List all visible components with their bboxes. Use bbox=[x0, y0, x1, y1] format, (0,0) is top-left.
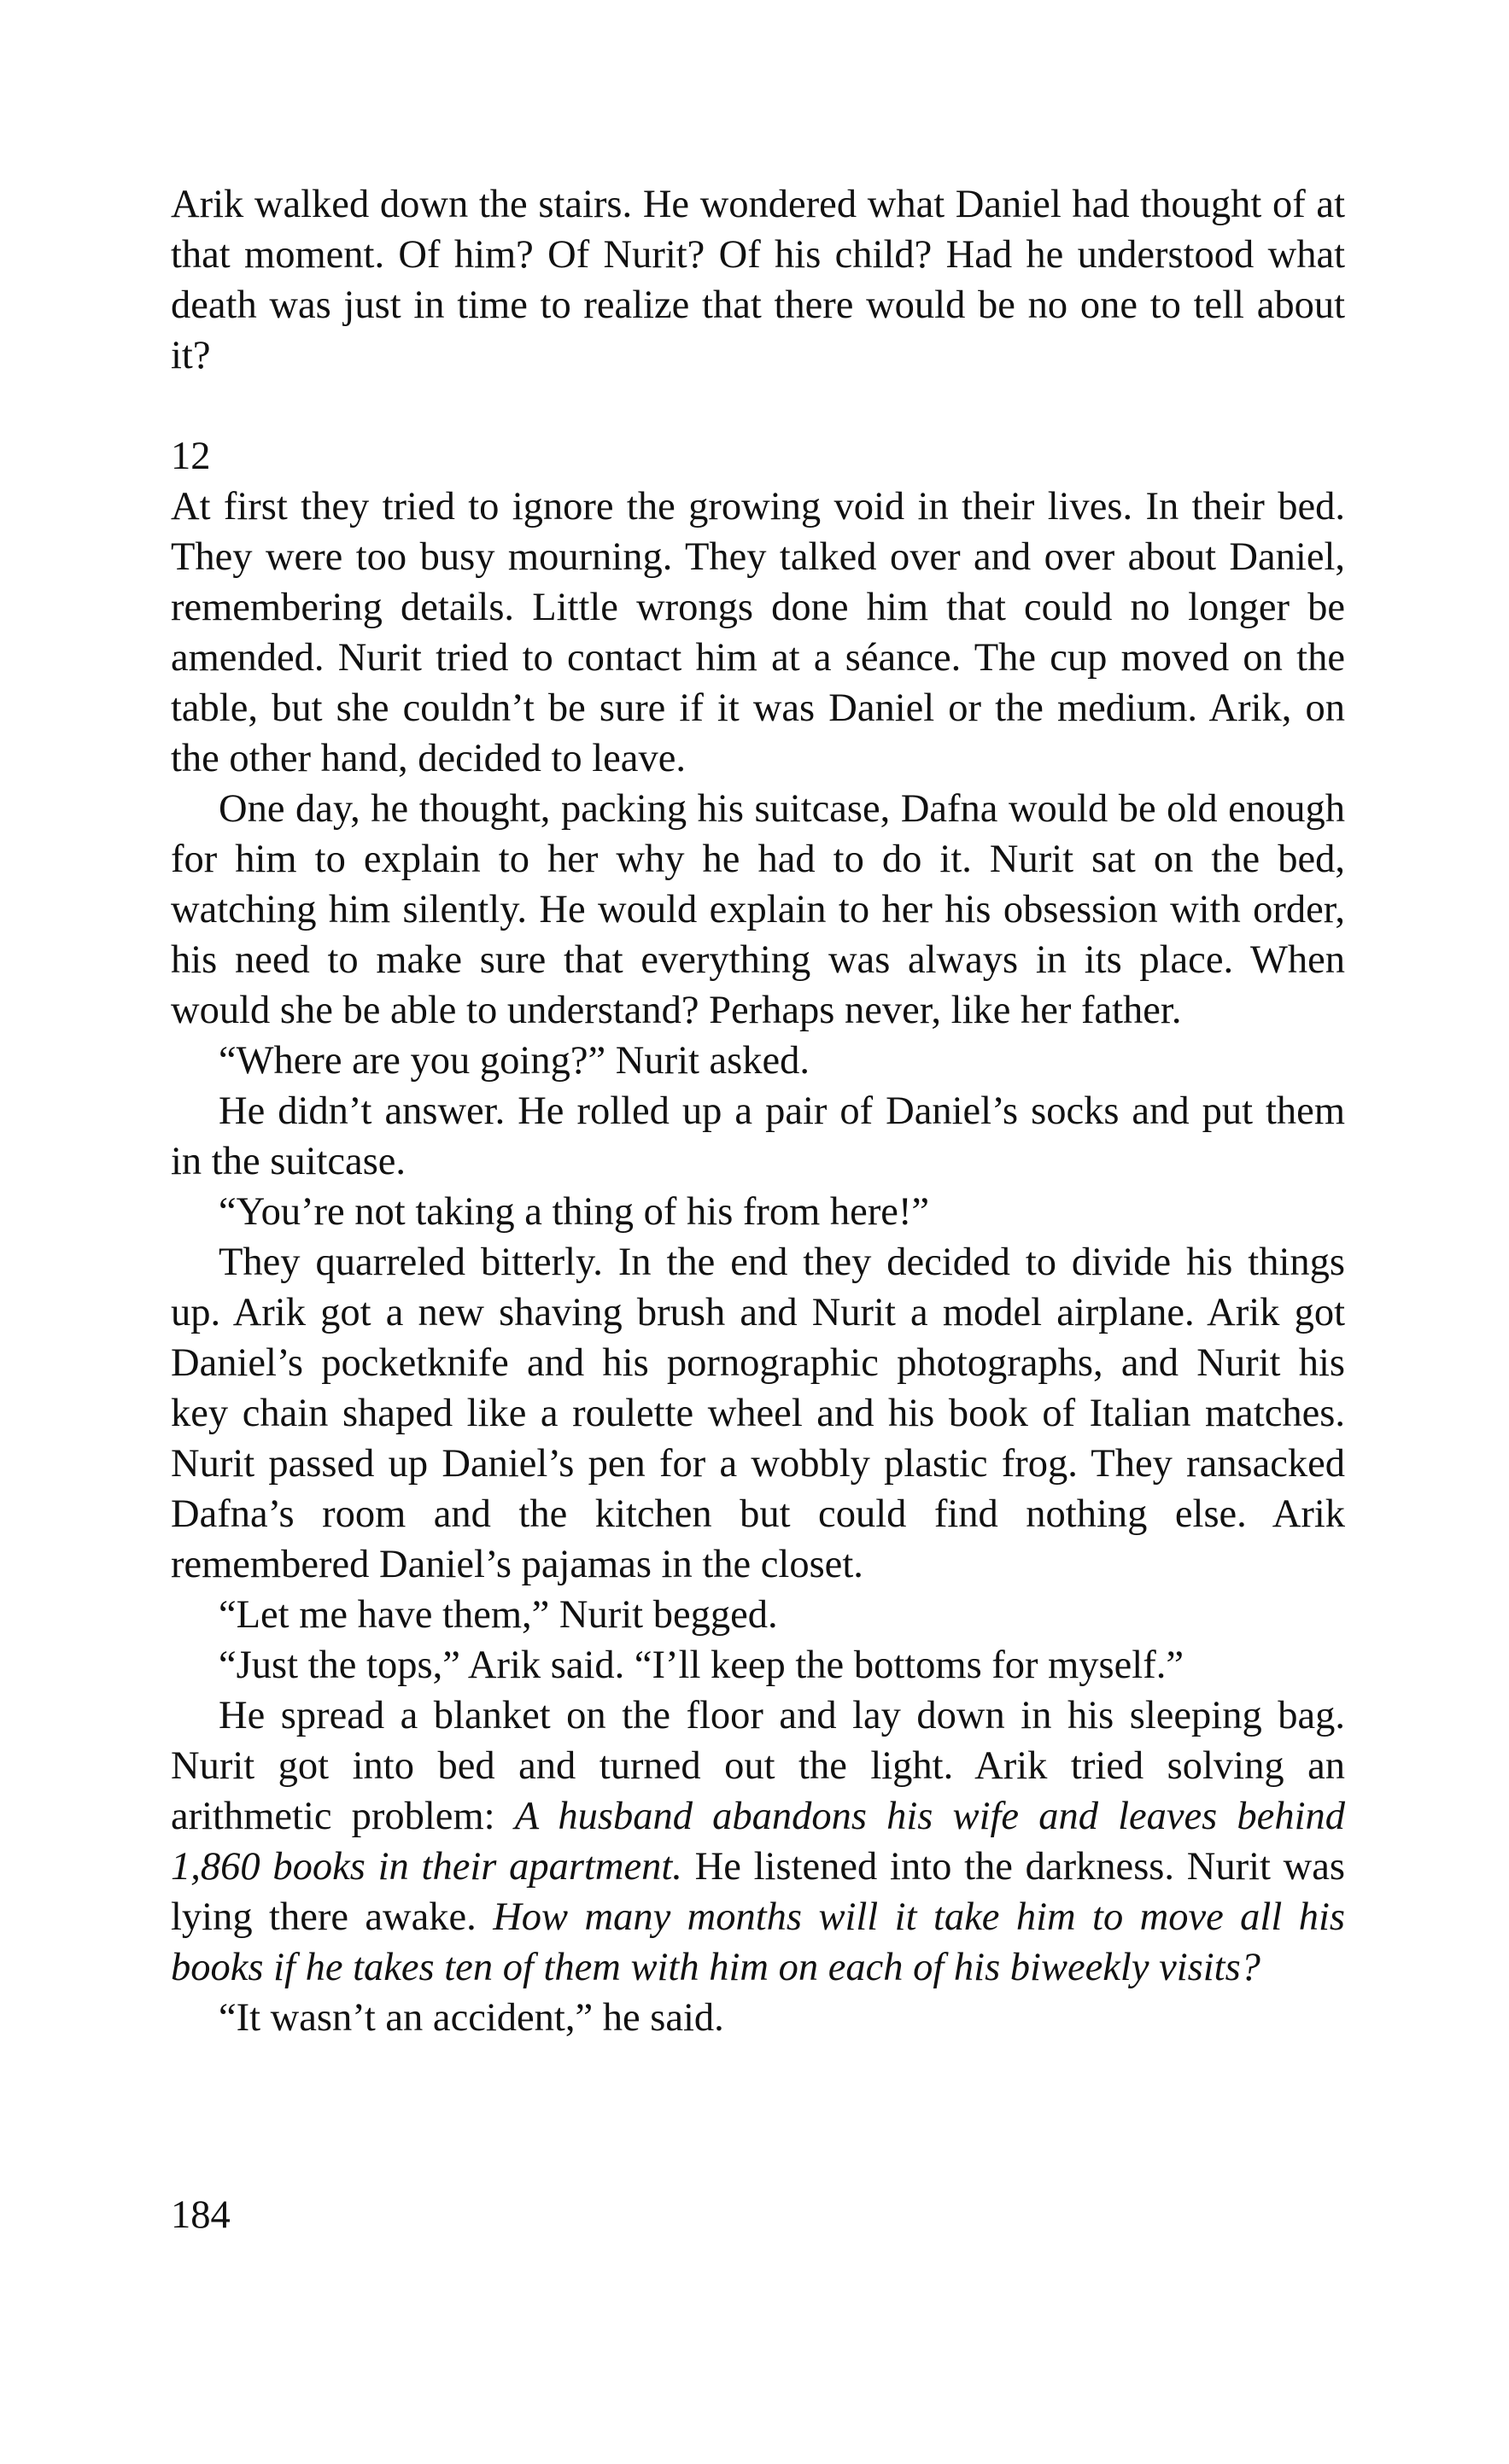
dialogue-where-going: “Where are you going?” Nurit asked. bbox=[219, 1039, 810, 1083]
dialogue-not-accident: “It wasn’t an accident,” he said. bbox=[219, 1996, 724, 2040]
paragraph-text: He listened into the darkness. Nurit was lying there awake. bbox=[171, 1845, 1345, 1939]
italic-problem-text: A husband abandons his wife and leaves behind 1,860 books in their apartment. bbox=[171, 1795, 1345, 1889]
italic-question-text: How many months will it take him to move all his books if he takes ten of them with him on each of his biweekly visits? bbox=[171, 1895, 1345, 1989]
chapter-number: 12 bbox=[171, 435, 211, 478]
paragraph-text: He spread a blanket on the floor and lay down in his sleeping bag. Nurit got into bed and turned out the light. Arik tried solving an arithmetic problem: bbox=[171, 1694, 1345, 1838]
page-number: 184 bbox=[171, 2193, 231, 2237]
paragraph-arik-stairs: Arik walked down the stairs. He wondered what Daniel had thought of at that moment. Of him? Of Nurit? Of his child? Had he understood what death was just in time to realize that there would be no one to tell about it? bbox=[171, 183, 1345, 377]
dialogue-let-me-have: “Let me have them,” Nurit begged. bbox=[219, 1593, 778, 1637]
dialogue-just-tops: “Just the tops,” Arik said. “I’ll keep the bottoms for myself.” bbox=[219, 1644, 1184, 1687]
dialogue-not-taking: “You’re not taking a thing of his from here!” bbox=[219, 1190, 930, 1234]
paragraph-packing-suitcase: One day, he thought, packing his suitcase, Dafna would be old enough for him to explain to her why he had to do it. Nurit sat on the bed, watching him silently. He would explain to her his obsession with order, his need to make sure that everything was always in its place. When would she be able to understand? Perhaps never, like her father. bbox=[171, 787, 1345, 1032]
paragraph-arithmetic-problem bbox=[171, 1690, 1345, 1993]
paragraph-socks: He didn’t answer. He rolled up a pair of Daniel’s socks and put them in the suitcase. bbox=[171, 1089, 1345, 1183]
paragraph-growing-void: At first they tried to ignore the growing void in their lives. In their bed. They were too busy mourning. They talked over and over about Daniel, remembering details. Little wrongs done him that could no longer be amended. Nurit tried to contact him at a séance. The cup moved on the table, but she couldn’t be sure if it was Daniel or the medium. Arik, on the other hand, decided to leave. bbox=[171, 485, 1345, 780]
paragraph-quarrel: They quarreled bitterly. In the end they decided to divide his things up. Arik got a new shaving brush and Nurit a model airplane. Arik got Daniel’s pocketknife and his pornographic photographs, and Nurit his key chain shaped like a roulette wheel and his book of Italian matches. Nurit passed up Daniel’s pen for a wobbly plastic frog. They ransacked Dafna’s room and the kitchen but could find nothing else. Arik remembered Daniel’s pajamas in the closet. bbox=[171, 1241, 1345, 1586]
page-body bbox=[171, 179, 1345, 2043]
